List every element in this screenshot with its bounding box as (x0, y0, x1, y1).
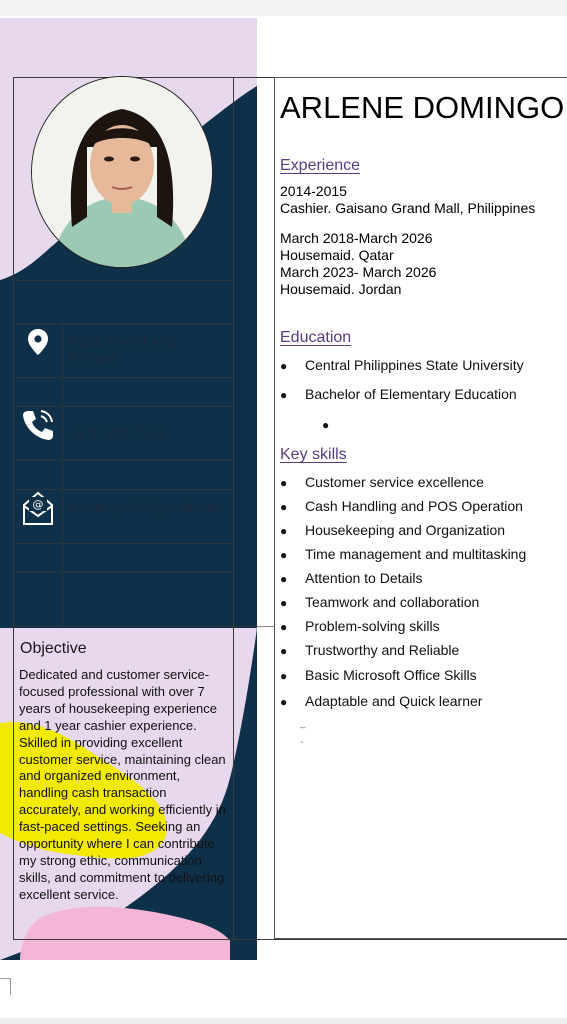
table-border (13, 626, 275, 627)
objective-heading: Objective (20, 640, 87, 657)
objective-text: Dedicated and customer service-focused professional with over 7 years of housekeeping experience and 1 year cashier experience. Skilled in providing excellent customer service, maintaining clean and organized environment, handling cash transaction accurately, and working efficiently in fast-paced settings. Seeking an opportunity where I can contribute my strong ethic, communication skills, and commitment to delivering excellent service. (19, 667, 226, 902)
contact-email: Adomingo762@gmail.com (68, 500, 221, 515)
list-item (280, 594, 479, 610)
bullet-icon: ● (280, 359, 288, 373)
experience-role: Cashier. (280, 200, 332, 216)
person-portrait-icon (32, 77, 212, 267)
skill-item: Basic Microsoft Office Skills (305, 667, 477, 683)
stray-mark: _ (300, 718, 306, 729)
list-item (280, 693, 482, 709)
list-item (280, 474, 484, 490)
experience-date: 2014-2015 (280, 183, 347, 199)
skill-item: Trustworthy and Reliable (305, 642, 460, 658)
table-border (13, 543, 234, 544)
table-border (13, 77, 14, 939)
stray-mark: - (300, 737, 304, 748)
bullet-icon: ● (280, 572, 288, 586)
list-item (280, 357, 524, 373)
table-border (13, 460, 234, 461)
list-item (280, 386, 517, 402)
skills-heading: Key skills (280, 446, 347, 463)
bullet-icon: ● (280, 644, 288, 658)
experience-date: March 2018-March 2026 (280, 230, 433, 246)
bullet-icon: ● (280, 524, 288, 538)
skill-item: Teamwork and collaboration (305, 594, 480, 610)
svg-text:@: @ (32, 498, 44, 511)
table-border (13, 280, 234, 281)
contact-location: Dubai, United Arab Emirates (68, 334, 178, 365)
experience-place: Gaisano Grand Mall, Philippines (331, 200, 536, 216)
experience-date: March 2023- March 2026 (280, 264, 437, 280)
skill-item: Problem-solving skills (305, 618, 440, 634)
candidate-name: ARLENE DOMINGO (280, 90, 565, 125)
experience-entry (280, 281, 401, 298)
list-item (280, 546, 526, 562)
table-border (62, 323, 63, 626)
bullet-icon: ● (280, 476, 288, 490)
phone-icon (22, 409, 54, 446)
page-corner-marker (0, 978, 11, 995)
bullet-icon: ● (280, 596, 288, 610)
table-border (13, 939, 567, 940)
table-border (13, 377, 234, 378)
list-item (280, 522, 505, 538)
experience-entry (280, 247, 394, 264)
location-pin-icon (28, 329, 48, 360)
experience-role: Housemaid. (280, 281, 355, 297)
experience-place: Qatar (354, 247, 394, 263)
list-item (280, 618, 440, 634)
table-border (13, 489, 234, 490)
skill-item: Attention to Details (305, 570, 423, 586)
list-item (280, 642, 459, 658)
table-border (13, 406, 234, 407)
bullet-icon: ● (280, 500, 288, 514)
email-icon (22, 491, 54, 530)
bullet-icon: ● (322, 418, 330, 432)
profile-photo (31, 76, 213, 268)
bottom-bar (0, 1018, 567, 1024)
experience-place: Jordan (354, 281, 402, 297)
skill-item: Cash Handling and POS Operation (305, 498, 523, 514)
list-item (280, 667, 477, 683)
skill-item: Time management and multitasking (305, 546, 527, 562)
experience-role: Housemaid. (280, 247, 355, 263)
education-heading: Education (280, 329, 352, 346)
table-border (13, 572, 234, 573)
bullet-icon: ● (280, 388, 288, 402)
skill-item: Adaptable and Quick learner (305, 693, 483, 709)
contact-phone: +971 522177251 (68, 426, 166, 441)
bullet-icon: ● (280, 669, 288, 683)
bullet-icon: ● (280, 548, 288, 562)
bullet-icon: ● (280, 695, 288, 709)
education-item: Central Philippines State University (305, 357, 524, 373)
bullet-icon: ● (280, 620, 288, 634)
table-border (13, 323, 234, 324)
list-item (280, 570, 423, 586)
experience-entry (280, 200, 535, 217)
skill-item: Housekeeping and Organization (305, 522, 506, 538)
list-item (280, 498, 523, 514)
table-border (13, 77, 275, 78)
skill-item: Customer service excellence (305, 474, 484, 490)
education-item: Bachelor of Elementary Education (305, 386, 517, 402)
list-item (322, 416, 347, 432)
experience-heading: Experience (280, 157, 361, 174)
table-border (233, 77, 234, 939)
top-bar (0, 0, 567, 16)
